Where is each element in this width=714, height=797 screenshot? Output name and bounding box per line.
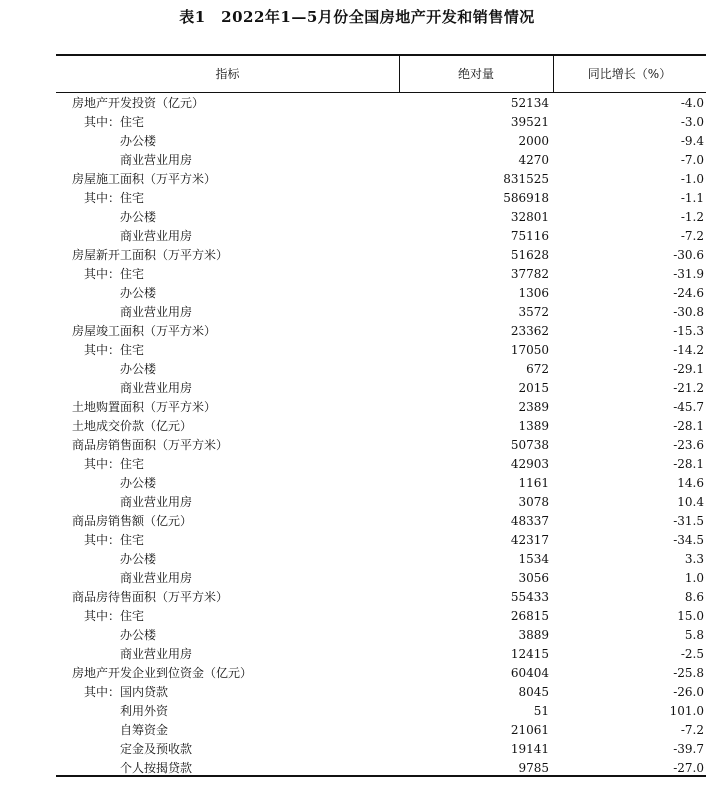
table-row	[56, 645, 706, 664]
row-yoy-change: -24.6	[673, 286, 704, 300]
table-bottom-rule	[56, 775, 706, 777]
header-divider-1	[399, 56, 400, 92]
row-absolute-value: 23362	[510, 324, 549, 338]
row-absolute-value: 3056	[518, 571, 549, 585]
row-absolute-value: 8045	[518, 685, 549, 699]
row-absolute-value: 9785	[518, 761, 549, 775]
header-absolute: 绝对量	[457, 67, 494, 81]
row-indicator: 土地购置面积（万平方米）	[72, 400, 217, 414]
row-yoy-change: -34.5	[673, 533, 704, 547]
row-absolute-value: 52134	[510, 96, 549, 110]
row-absolute-value: 2000	[518, 134, 549, 148]
row-indicator: 房屋施工面积（万平方米）	[72, 172, 217, 186]
row-indicator: 其中：住宅	[84, 457, 145, 471]
table-row	[56, 189, 706, 208]
row-indicator: 商品房销售额（亿元）	[72, 514, 193, 528]
table-row	[56, 322, 706, 341]
row-yoy-change: -21.2	[673, 381, 704, 395]
row-absolute-value: 32801	[510, 210, 549, 224]
row-absolute-value: 831525	[503, 172, 549, 186]
row-yoy-change: -7.0	[680, 153, 704, 167]
row-absolute-value: 37782	[510, 267, 549, 281]
table-row	[56, 170, 706, 189]
row-yoy-change: -31.5	[673, 514, 704, 528]
table-row	[56, 284, 706, 303]
row-absolute-value: 12415	[510, 647, 549, 661]
row-yoy-change: -7.2	[680, 229, 704, 243]
row-absolute-value: 4270	[518, 153, 549, 167]
row-indicator: 其中：住宅	[84, 533, 145, 547]
table-row	[56, 550, 706, 569]
row-yoy-change: -1.0	[680, 172, 704, 186]
table-row	[56, 588, 706, 607]
row-indicator: 办公楼	[120, 134, 157, 148]
table-row	[56, 664, 706, 683]
table-row	[56, 132, 706, 151]
row-yoy-change: -2.5	[680, 647, 704, 661]
row-indicator: 房地产开发企业到位资金（亿元）	[72, 666, 253, 680]
table-row	[56, 702, 706, 721]
table-row	[56, 683, 706, 702]
table-row	[56, 360, 706, 379]
row-yoy-change: 3.3	[684, 552, 704, 566]
row-indicator: 其中：住宅	[84, 609, 145, 623]
row-yoy-change: -1.2	[680, 210, 704, 224]
row-yoy-change: -26.0	[673, 685, 704, 699]
table-header	[56, 56, 706, 92]
table-row	[56, 493, 706, 512]
header-indicator: 指标	[215, 67, 240, 81]
row-absolute-value: 3078	[518, 495, 549, 509]
row-absolute-value: 51628	[510, 248, 549, 262]
table-title: 表1 2022年1—5月份全国房地产开发和销售情况	[179, 8, 535, 26]
row-absolute-value: 672	[526, 362, 549, 376]
row-indicator: 商业营业用房	[120, 647, 193, 661]
row-indicator: 其中：住宅	[84, 267, 145, 281]
row-absolute-value: 50738	[510, 438, 549, 452]
row-indicator: 商品房销售面积（万平方米）	[72, 438, 229, 452]
table-row	[56, 569, 706, 588]
table-row	[56, 246, 706, 265]
row-indicator: 定金及预收款	[120, 742, 193, 756]
row-indicator: 商业营业用房	[120, 153, 193, 167]
row-indicator: 办公楼	[120, 362, 157, 376]
row-absolute-value: 48337	[510, 514, 549, 528]
table-row	[56, 512, 706, 531]
row-absolute-value: 1161	[518, 476, 549, 490]
row-indicator: 房屋新开工面积（万平方米）	[72, 248, 229, 262]
table-row	[56, 208, 706, 227]
row-yoy-change: -39.7	[673, 742, 704, 756]
row-yoy-change: -23.6	[673, 438, 704, 452]
table-row	[56, 455, 706, 474]
row-yoy-change: -3.0	[680, 115, 704, 129]
row-indicator: 商业营业用房	[120, 229, 193, 243]
row-absolute-value: 586918	[503, 191, 549, 205]
table-row	[56, 607, 706, 626]
table-row	[56, 113, 706, 132]
row-yoy-change: -27.0	[673, 761, 704, 775]
table-row	[56, 531, 706, 550]
table-row	[56, 398, 706, 417]
row-indicator: 土地成交价款（亿元）	[72, 419, 193, 433]
row-indicator: 办公楼	[120, 210, 157, 224]
table-row	[56, 303, 706, 322]
table-row	[56, 341, 706, 360]
row-yoy-change: 101.0	[669, 704, 704, 718]
row-absolute-value: 1534	[518, 552, 549, 566]
row-indicator: 办公楼	[120, 476, 157, 490]
row-yoy-change: -28.1	[673, 457, 704, 471]
row-indicator: 房屋竣工面积（万平方米）	[72, 324, 217, 338]
header-divider-2	[553, 56, 554, 92]
row-indicator: 其中：国内贷款	[84, 685, 169, 699]
row-indicator: 个人按揭贷款	[120, 761, 193, 775]
table-row	[56, 626, 706, 645]
row-absolute-value: 60404	[510, 666, 549, 680]
row-absolute-value: 51	[533, 704, 549, 718]
row-yoy-change: -7.2	[680, 723, 704, 737]
table-row	[56, 740, 706, 759]
row-indicator: 办公楼	[120, 552, 157, 566]
row-yoy-change: -15.3	[673, 324, 704, 338]
row-absolute-value: 17050	[510, 343, 549, 357]
row-yoy-change: -31.9	[673, 267, 704, 281]
row-indicator: 其中：住宅	[84, 115, 145, 129]
row-indicator: 商业营业用房	[120, 495, 193, 509]
row-yoy-change: 1.0	[684, 571, 704, 585]
table-row	[56, 417, 706, 436]
row-indicator: 其中：住宅	[84, 343, 145, 357]
row-indicator: 其中：住宅	[84, 191, 145, 205]
table-row	[56, 151, 706, 170]
row-indicator: 商业营业用房	[120, 381, 193, 395]
row-indicator: 房地产开发投资（亿元）	[72, 96, 205, 110]
table-row	[56, 94, 706, 113]
row-absolute-value: 2389	[518, 400, 549, 414]
row-absolute-value: 3889	[518, 628, 549, 642]
table-row	[56, 379, 706, 398]
row-yoy-change: -30.8	[673, 305, 704, 319]
row-absolute-value: 21061	[510, 723, 549, 737]
row-indicator: 自筹资金	[120, 723, 169, 737]
row-yoy-change: 5.8	[684, 628, 704, 642]
row-indicator: 商品房待售面积（万平方米）	[72, 590, 229, 604]
table-row	[56, 721, 706, 740]
row-indicator: 利用外资	[120, 704, 169, 718]
table-row	[56, 265, 706, 284]
table-row	[56, 474, 706, 493]
row-yoy-change: -14.2	[673, 343, 704, 357]
row-yoy-change: 10.4	[677, 495, 704, 509]
header-yoy: 同比增长（%）	[587, 67, 672, 81]
row-indicator: 商业营业用房	[120, 571, 193, 585]
table-header-rule	[56, 92, 706, 93]
row-absolute-value: 75116	[510, 229, 549, 243]
row-absolute-value: 26815	[510, 609, 549, 623]
row-absolute-value: 3572	[518, 305, 549, 319]
row-absolute-value: 42903	[510, 457, 549, 471]
row-yoy-change: -9.4	[680, 134, 704, 148]
row-indicator: 办公楼	[120, 286, 157, 300]
row-yoy-change: 8.6	[684, 590, 704, 604]
row-absolute-value: 19141	[510, 742, 549, 756]
table-body	[56, 94, 706, 778]
row-yoy-change: 15.0	[677, 609, 704, 623]
table-row	[56, 436, 706, 455]
row-absolute-value: 1389	[518, 419, 549, 433]
row-yoy-change: -30.6	[673, 248, 704, 262]
row-yoy-change: -45.7	[673, 400, 704, 414]
row-indicator: 商业营业用房	[120, 305, 193, 319]
row-indicator: 办公楼	[120, 628, 157, 642]
table-row	[56, 227, 706, 246]
row-yoy-change: 14.6	[677, 476, 704, 490]
row-absolute-value: 2015	[518, 381, 549, 395]
row-yoy-change: -25.8	[673, 666, 704, 680]
row-absolute-value: 1306	[518, 286, 549, 300]
row-absolute-value: 55433	[510, 590, 549, 604]
row-absolute-value: 39521	[510, 115, 549, 129]
row-yoy-change: -1.1	[680, 191, 704, 205]
row-yoy-change: -4.0	[680, 96, 704, 110]
row-yoy-change: -29.1	[673, 362, 704, 376]
row-yoy-change: -28.1	[673, 419, 704, 433]
row-absolute-value: 42317	[510, 533, 549, 547]
